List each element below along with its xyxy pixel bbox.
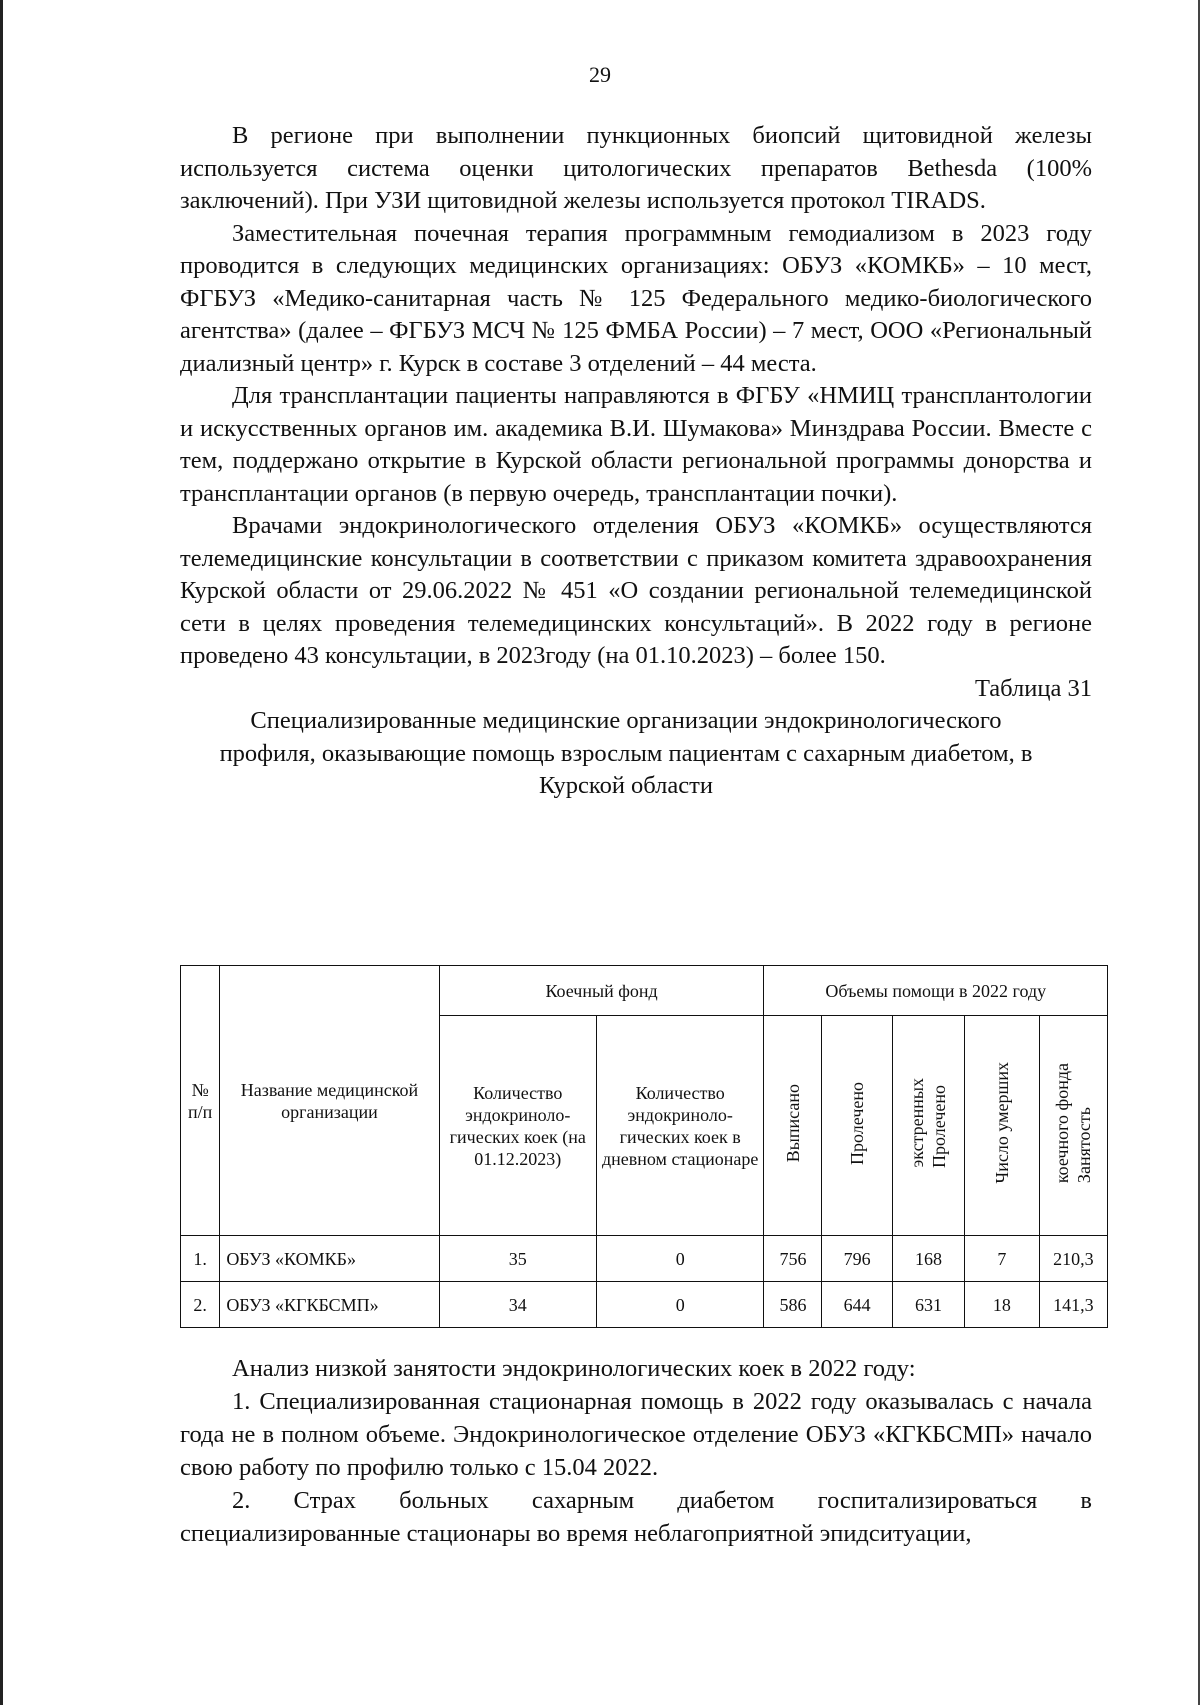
row2-discharged: 586 (764, 1282, 822, 1328)
paragraph-telemedicine: Врачами эндокринологического отделения ОБУЗ «КОМКБ» осуществляются телемедицинские консультации в соответствии с приказом комитета здравоохранения Курской области от 29.06.2022 № 451 «О создании региональной телемедицинской сети в целях проведения телемедицинских консультаций». В 2022 году в регионе проведено 43 консультации, в 2023году (на 01.10.2023) – более 150. (180, 512, 1092, 669)
analysis-title: Анализ низкой занятости эндокринологических коек в 2022 году: (232, 1355, 916, 1382)
table-title: Специализированные медицинские организации эндокринологического профиля, оказывающие помощь взрослым пациентам с сахарным диабетом, в Курской области (219, 707, 1033, 799)
row2-day-beds: 0 (596, 1282, 764, 1328)
row1-emergency: 168 (892, 1236, 964, 1282)
table-header-row-1 (181, 966, 1108, 1016)
row1-discharged: 756 (764, 1236, 822, 1282)
scan-edge-left (0, 0, 3, 1705)
analysis-item-1: 1. Специализированная стационарная помощь в 2022 году оказывалась с начала года не в полном объеме. Эндокринологическое отделение ОБУЗ «КГКБСМП» начало свою работу по профилю только с 15.04 2022. (180, 1388, 1092, 1481)
row1-deaths: 7 (965, 1236, 1039, 1282)
header-emergency-text-2: экстренных (907, 1078, 928, 1168)
header-discharged-text: Выписано (782, 1083, 803, 1163)
row2-treated: 644 (822, 1282, 892, 1328)
paragraph-hemodialysis: Заместительная почечная терапия программным гемодиализом в 2023 году проводится в следующих медицинских организациях: ОБУЗ «КОМКБ» – 10 мест, ФГБУЗ «Медико-санитарная часть № 125 Федерального медико-биологического агентства» (далее – ФГБУЗ МСЧ № 125 ФМБА России) – 7 мест, ООО «Региональный диализный центр» г. Курск в составе 3 отделений – 44 места. (180, 219, 1092, 377)
header-emergency-text-1: Пролечено (929, 1084, 950, 1168)
page-number: 29 (589, 62, 611, 87)
header-beds-count: Количество эндокриноло-гических коек (на 01.12.2023) (439, 1016, 596, 1236)
row1-name: ОБУЗ «КОМКБ» (220, 1236, 439, 1282)
header-bed-fund: Коечный фонд (439, 966, 764, 1016)
row1-treated: 796 (822, 1236, 892, 1282)
header-name: Название медицинской организации (220, 966, 439, 1236)
analysis-item-2: 2. Страх больных сахарным диабетом госпитализироваться в специализированные стационары во время неблагоприятной эпидситуации, (180, 1487, 1092, 1547)
endocrinology-table (180, 965, 1108, 1328)
header-occupancy-text-2: коечного фонда (1052, 1062, 1073, 1184)
row2-deaths: 18 (965, 1282, 1039, 1328)
header-treated (822, 1016, 892, 1236)
header-occupancy (1039, 1016, 1107, 1236)
table-number: Таблица 31 (974, 674, 1092, 702)
row1-num: 1. (181, 1236, 220, 1282)
header-volumes: Объемы помощи в 2022 году (764, 966, 1108, 1016)
row2-beds: 34 (439, 1282, 596, 1328)
analysis-section (180, 1352, 1092, 1550)
header-occupancy-text-1: Занятость (1074, 1107, 1095, 1184)
body-text (180, 120, 1092, 803)
paragraph-bethesda: В регионе при выполнении пункционных биопсий щитовидной железы используется система оценки цитологических препаратов Bethesda (100% заключений). При УЗИ щитовидной железы используется протокол TIRADS. (180, 122, 1092, 214)
row2-occupancy: 141,3 (1039, 1282, 1107, 1328)
header-deaths-text: Число умерших (991, 1062, 1012, 1184)
paragraph-transplantation: Для трансплантации пациенты направляются в ФГБУ «НМИЦ трансплантологии и искусственных органов им. академика В.И. Шумакова» Минздрава России. Вместе с тем, поддержано открытие в Курской области региональной программы донорства и трансплантации органов (в первую очередь, трансплантации почки). (180, 382, 1092, 507)
row1-occupancy: 210,3 (1039, 1236, 1107, 1282)
header-day-beds: Количество эндокриноло-гических коек в дневном стационаре (596, 1016, 764, 1236)
header-num: № п/п (181, 966, 220, 1236)
row2-emergency: 631 (892, 1282, 964, 1328)
header-treated-text: Пролечено (847, 1081, 868, 1165)
row2-name: ОБУЗ «КГКБСМП» (220, 1282, 439, 1328)
row1-beds: 35 (439, 1236, 596, 1282)
header-discharged (764, 1016, 822, 1236)
table-row (181, 1282, 1108, 1328)
row1-day-beds: 0 (596, 1236, 764, 1282)
row2-num: 2. (181, 1282, 220, 1328)
header-emergency (892, 1016, 964, 1236)
header-deaths (965, 1016, 1039, 1236)
table-row (181, 1236, 1108, 1282)
